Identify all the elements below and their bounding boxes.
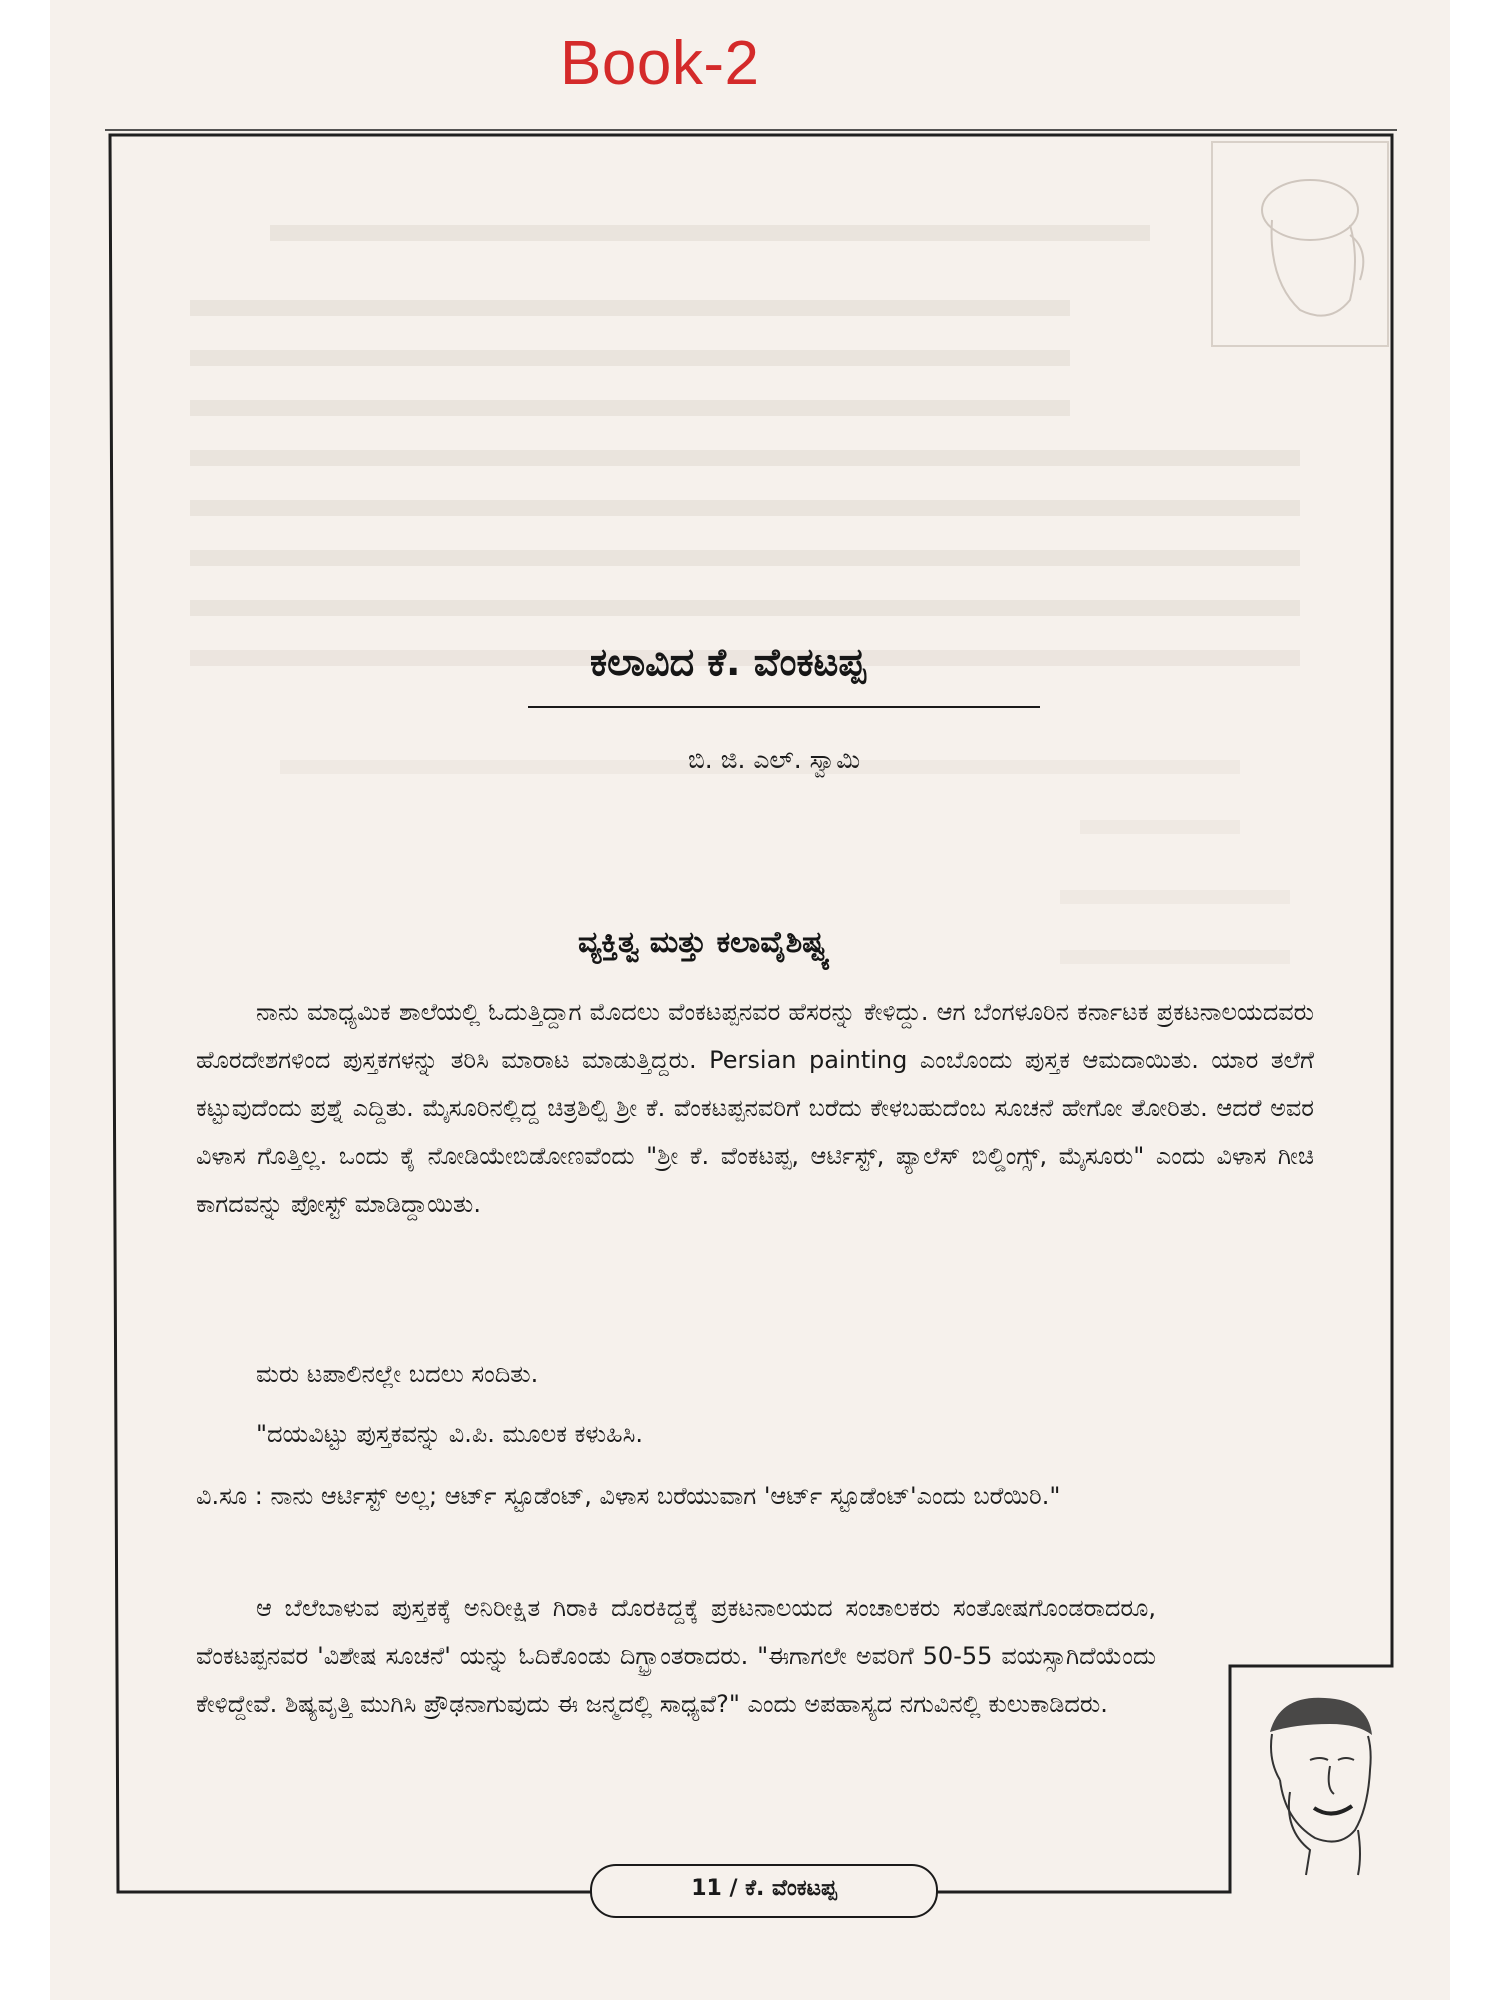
- section-heading: ವ್ಯಕ್ತಿತ್ವ ಮತ್ತು ಕಲಾವೈಶಿಷ್ಟ್ಯ: [578, 925, 831, 960]
- page-number-label: 11 / ಕೆ. ವೆಂಕಟಪ್ಪ: [691, 1876, 837, 1901]
- portrait-sketch: [1240, 1680, 1390, 1880]
- faint-portrait-sketch: [1210, 140, 1390, 350]
- page-number-badge: [590, 1864, 938, 1918]
- book-label: Book-2: [560, 29, 760, 98]
- author-name: ಬಿ. ಜಿ. ಎಲ್. ಸ್ವಾಮಿ: [688, 745, 861, 774]
- paragraph-2: ಮರು ಟಪಾಲಿನಲ್ಲೇ ಬದಲು ಸಂದಿತು.: [256, 1360, 539, 1388]
- paragraph-4: ವಿ.ಸೂ : ನಾನು ಆರ್ಟಿಸ್ಟ್ ಅಲ್ಲ; ಆರ್ಟ್ ಸ್ಟೂಡೆಂಟ್, ವಿಳಾಸ ಬರೆಯುವಾಗ 'ಆರ್ಟ್ ಸ್ಟೂಡೆಂಟ್'ಎಂದು ಬರೆಯಿರಿ.": [196, 1482, 1061, 1510]
- title-underline: [528, 706, 1040, 708]
- paragraph-5: ಆ ಬೆಲೆಬಾಳುವ ಪುಸ್ತಕಕ್ಕೆ ಅನಿರೀಕ್ಷಿತ ಗಿರಾಕಿ ದೊರಕಿದ್ದಕ್ಕೆ ಪ್ರಕಟನಾಲಯದ ಸಂಚಾಲಕರು ಸಂತೋಷಗೊಂಡರಾದರೂ, ವೆಂಕಟಪ್ಪನವರ 'ವಿಶೇಷ ಸೂಚನೆ' ಯನ್ನು ಓದಿಕೊಂಡು ದಿಗ್ಭ್ರಾಂತರಾದರು. "ಈಗಾಗಲೇ ಅವರಿಗೆ 50-55 ವಯಸ್ಸಾಗಿದೆಯೆಂದು ಕೇಳಿದ್ದೇವೆ. ಶಿಷ್ಯವೃತ್ತಿ ಮುಗಿಸಿ ಪ್ರೌಢನಾಗುವುದು ಈ ಜನ್ಮದಲ್ಲಿ ಸಾಧ್ಯವೆ?" ಎಂದು ಅಪಹಾಸ್ಯದ ನಗುವಿನಲ್ಲಿ ಕುಲುಕಾಡಿದರು.: [196, 1594, 1156, 1718]
- paragraph-1: ನಾನು ಮಾಧ್ಯಮಿಕ ಶಾಲೆಯಲ್ಲಿ ಓದುತ್ತಿದ್ದಾಗ ಮೊದಲು ವೆಂಕಟಪ್ಪನವರ ಹೆಸರನ್ನು ಕೇಳಿದ್ದು. ಆಗ ಬೆಂಗಳೂರಿನ ಕರ್ನಾಟಕ ಪ್ರಕಟನಾಲಯದವರು ಹೊರದೇಶಗಳಿಂದ ಪುಸ್ತಕಗಳನ್ನು ತರಿಸಿ ಮಾರಾಟ ಮಾಡುತ್ತಿದ್ದರು. Persian painting ಎಂಬೊಂದು ಪುಸ್ತಕ ಆಮದಾಯಿತು. ಯಾರ ತಲೆಗೆ ಕಟ್ಟುವುದೆಂದು ಪ್ರಶ್ನೆ ಎದ್ದಿತು. ಮೈಸೂರಿನಲ್ಲಿದ್ದ ಚಿತ್ರಶಿಲ್ಪಿ ಶ್ರೀ ಕೆ. ವೆಂಕಟಪ್ಪನವರಿಗೆ ಬರೆದು ಕೇಳಬಹುದೆಂಬ ಸೂಚನೆ ಹೇಗೋ ತೋರಿತು. ಆದರೆ ಅವರ ವಿಳಾಸ ಗೊತ್ತಿಲ್ಲ. ಒಂದು ಕೈ ನೋಡಿಯೇಬಿಡೋಣವೆಂದು "ಶ್ರೀ ಕೆ. ವೆಂಕಟಪ್ಪ, ಆರ್ಟಿಸ್ಟ್, ಪ್ಯಾಲೆಸ್ ಬಿಲ್ಡಿಂಗ್ಸ್, ಮೈಸೂರು" ಎಂದು ವಿಳಾಸ ಗೀಚಿ ಕಾಗದವನ್ನು ಪೋಸ್ಟ್ ಮಾಡಿದ್ದಾಯಿತು.: [196, 998, 1314, 1218]
- paragraph-3: "ದಯವಿಟ್ಟು ಪುಸ್ತಕವನ್ನು ವಿ.ಪಿ. ಮೂಲಕ ಕಳುಹಿಸಿ.: [256, 1420, 643, 1448]
- article-title: ಕಲಾವಿದ ಕೆ. ವೆಂಕಟಪ್ಪ: [590, 640, 866, 684]
